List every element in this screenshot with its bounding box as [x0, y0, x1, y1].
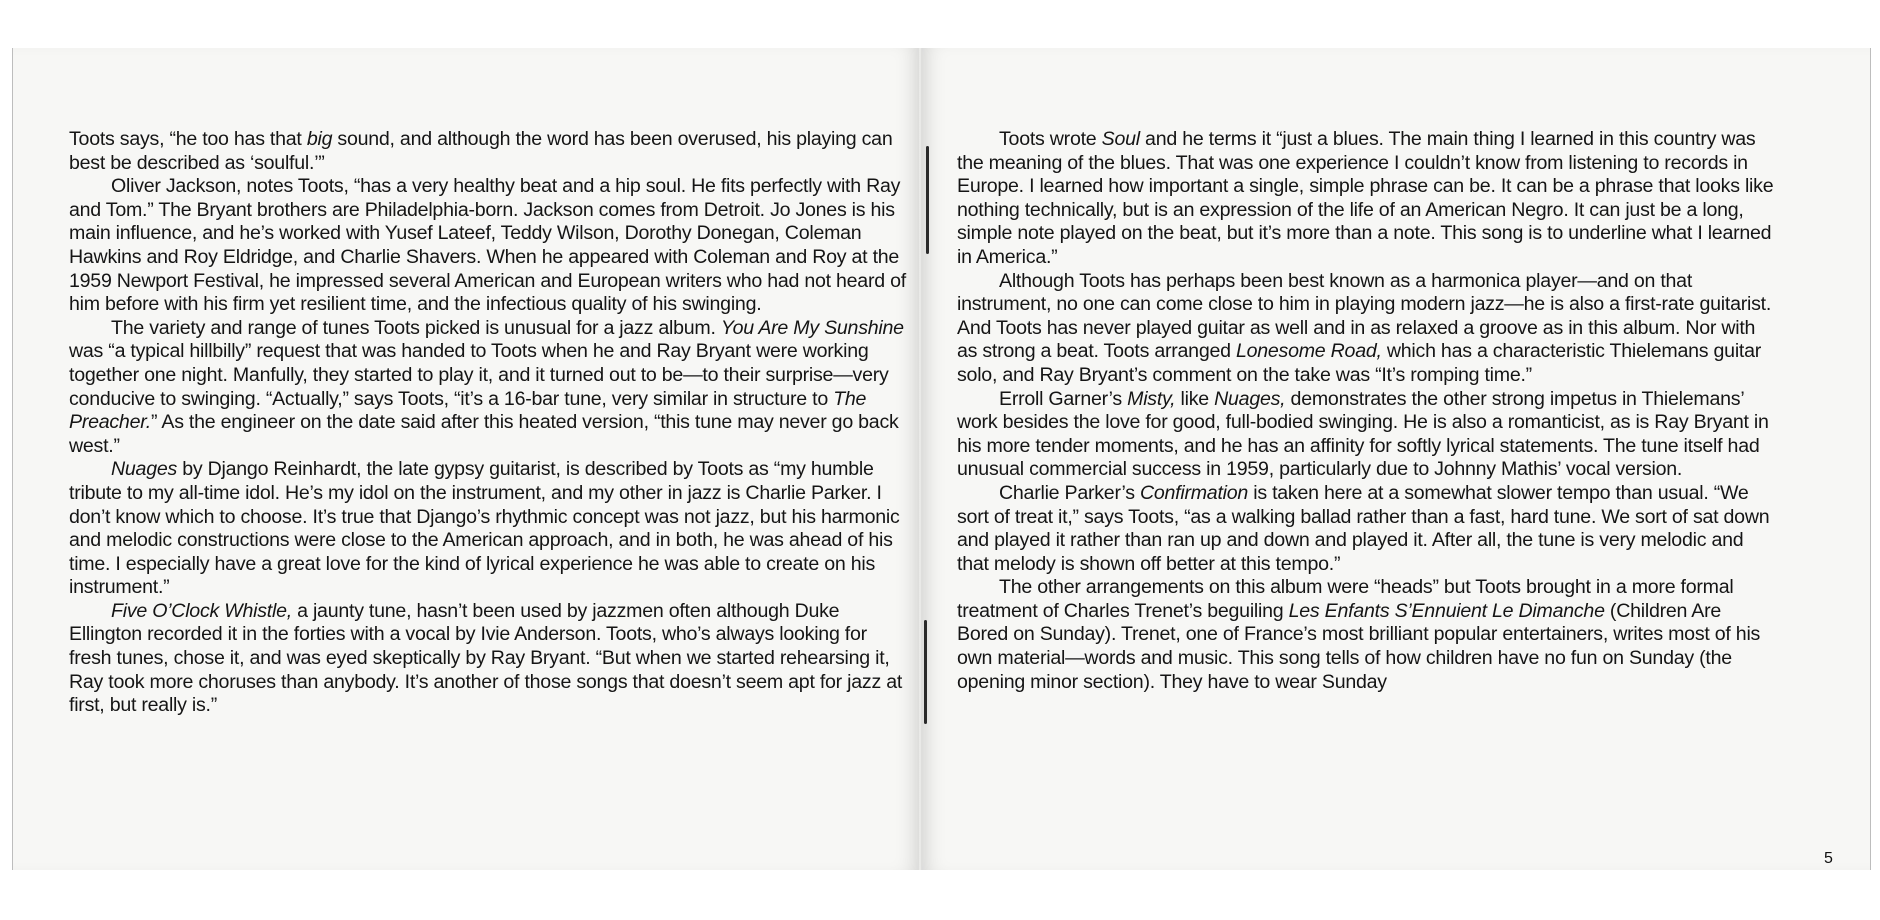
- paragraph: [957, 388, 1775, 482]
- paragraph: [69, 128, 907, 175]
- italic-title-text: Confirmation: [1139, 481, 1249, 504]
- paragraph: [957, 270, 1775, 388]
- body-text: and he terms it “just a blues. The main thing I learned in this country was the meaning of the blues. That was one experience I couldn’t know from listening to records in Europe. I learned how important a single, simple phrase can be. It can be a phrase that looks like nothing technically, but is an expression of the life of an American Negro. It can just be a long, simple note played on the beat, but it’s more than a note. This song is to underline what I learned in America.”: [957, 128, 1774, 268]
- paragraph: [69, 458, 907, 600]
- italic-title-text: Nuages: [111, 458, 178, 481]
- body-text: Toots wrote: [999, 128, 1102, 150]
- body-text: Oliver Jackson, notes Toots, “has a very healthy beat and a hip soul. He fits perfectly with Ray and Tom.” The Bryant brothers are Philadelphia-born. Jackson comes from Detroit. Jo Jones is his main influence, and he’s worked with Yusef Lateef, Teddy Wilson, Dorothy Donegan, Coleman Hawkins and Roy Eldridge, and Charlie Shavers. When he appeared with Coleman and Roy at the 1959 Newport Festival, he impressed several American and European writers who had not heard of him before with his firm yet resilient time, and the infectious quality of his swinging.: [69, 175, 906, 316]
- body-text: (Children Are Bored on Sunday). Trenet, one of France’s most brilliant popular entertainers, writes most of his own material—words and music. This song tells of how children have no fun on Sunday (the opening minor section). They have to wear Sunday: [957, 599, 1761, 693]
- italic-title-text: Les Enfants S’Ennuient Le Dimanche: [1288, 599, 1605, 622]
- italic-title-text: Nuages,: [1214, 387, 1286, 410]
- page-gutter: [918, 48, 922, 870]
- paragraph: [69, 317, 907, 459]
- italic-title-text: Lonesome Road,: [1235, 340, 1382, 363]
- italic-title-text: Misty,: [1127, 387, 1176, 410]
- italic-title-text: Five O’Clock Whistle,: [111, 599, 292, 622]
- body-text: was “a typical hillbilly” request that was handed to Toots when he and Ray Bryant were working together one night. Manfully, they started to play it, and it turned out to be—to their surprise—very conducive to swinging. “Actually,” says Toots, “it’s a 16-bar tune, very similar in structure to: [69, 340, 889, 410]
- body-text: Toots says, “he too has that: [69, 128, 307, 150]
- body-text: The variety and range of tunes Toots picked is unusual for a jazz album.: [111, 316, 721, 339]
- paragraph: [957, 576, 1775, 694]
- body-text: is taken here at a somewhat slower tempo than usual. “We sort of treat it,” says Toots, “as a walking ballad rather than a fast, hard tune. We sort of sat down and played it rather than ran up and down and played it. After all, the tune is very melodic and that melody is shown off better at this tempo.”: [957, 481, 1770, 575]
- paragraph: [69, 600, 907, 718]
- page-number: 5: [1824, 850, 1833, 867]
- body-text: Charlie Parker’s: [999, 481, 1140, 504]
- binding-mark: [926, 146, 929, 254]
- italic-title-text: Soul: [1101, 128, 1140, 150]
- paragraph: [69, 175, 907, 317]
- body-text: Erroll Garner’s: [999, 387, 1128, 410]
- body-text: by Django Reinhardt, the late gypsy guitarist, is described by Toots as “my humble tribute to my all-time idol. He’s my idol on the instrument, and my other in jazz is Charlie Parker. I don’t know which to choose. It’s true that Django’s rhythmic concept was not jazz, but his harmonic and melodic constructions were close to the American approach, and in both, he was ahead of his time. I especially have a great love for the kind of lyrical experience he was able to create on his instrument.”: [69, 458, 900, 599]
- body-text: Although Toots has perhaps been best known as a harmonica player—and on that instrument, no one can come close to him in playing modern jazz—he is also a first-rate guitarist. And Toots has never played guitar as well and in as relaxed a groove as in this album. Nor with as strong a beat. Toots arranged: [957, 269, 1772, 363]
- body-text: ” As the engineer on the date said after this heated version, “this tune may never go back west.”: [69, 411, 899, 457]
- body-text: The other arrangements on this album were “heads” but Toots brought in a more formal treatment of Charles Trenet’s beguiling: [957, 576, 1734, 622]
- body-text: like: [1175, 387, 1215, 410]
- left-text-column: [69, 128, 907, 718]
- italic-title-text: The Preacher.: [69, 387, 867, 434]
- right-text-column: [957, 128, 1775, 694]
- paragraph: [957, 128, 1775, 270]
- binding-mark: [924, 620, 927, 724]
- body-text: a jaunty tune, hasn’t been used by jazzmen often although Duke Ellington recorded it in the forties with a vocal by Ivie Anderson. Toots, who’s always looking for fresh tunes, chose it, and was eyed skeptically by Ray Bryant. “But when we started rehearsing it, Ray took more choruses than anybody. It’s another of those songs that doesn’t seem apt for jazz at first, but really is.”: [69, 599, 903, 717]
- paragraph: [957, 482, 1775, 576]
- body-text: which has a characteristic Thielemans guitar solo, and Ray Bryant’s comment on the take was “It’s romping time.”: [957, 340, 1762, 386]
- italic-title-text: big: [306, 128, 333, 150]
- italic-title-text: You Are My Sunshine: [720, 316, 904, 339]
- body-text: sound, and although the word has been overused, his playing can best be described as ‘soulful.’”: [69, 128, 893, 174]
- body-text: demonstrates the other strong impetus in Thielemans’ work besides the love for good, full-bodied swinging. He is also a romanticist, as is Ray Bryant in his more tender moments, and he has an affinity for softly lyrical statements. The tune itself had unusual commercial success in 1959, particularly due to Johnny Mathis’ vocal version.: [957, 387, 1769, 481]
